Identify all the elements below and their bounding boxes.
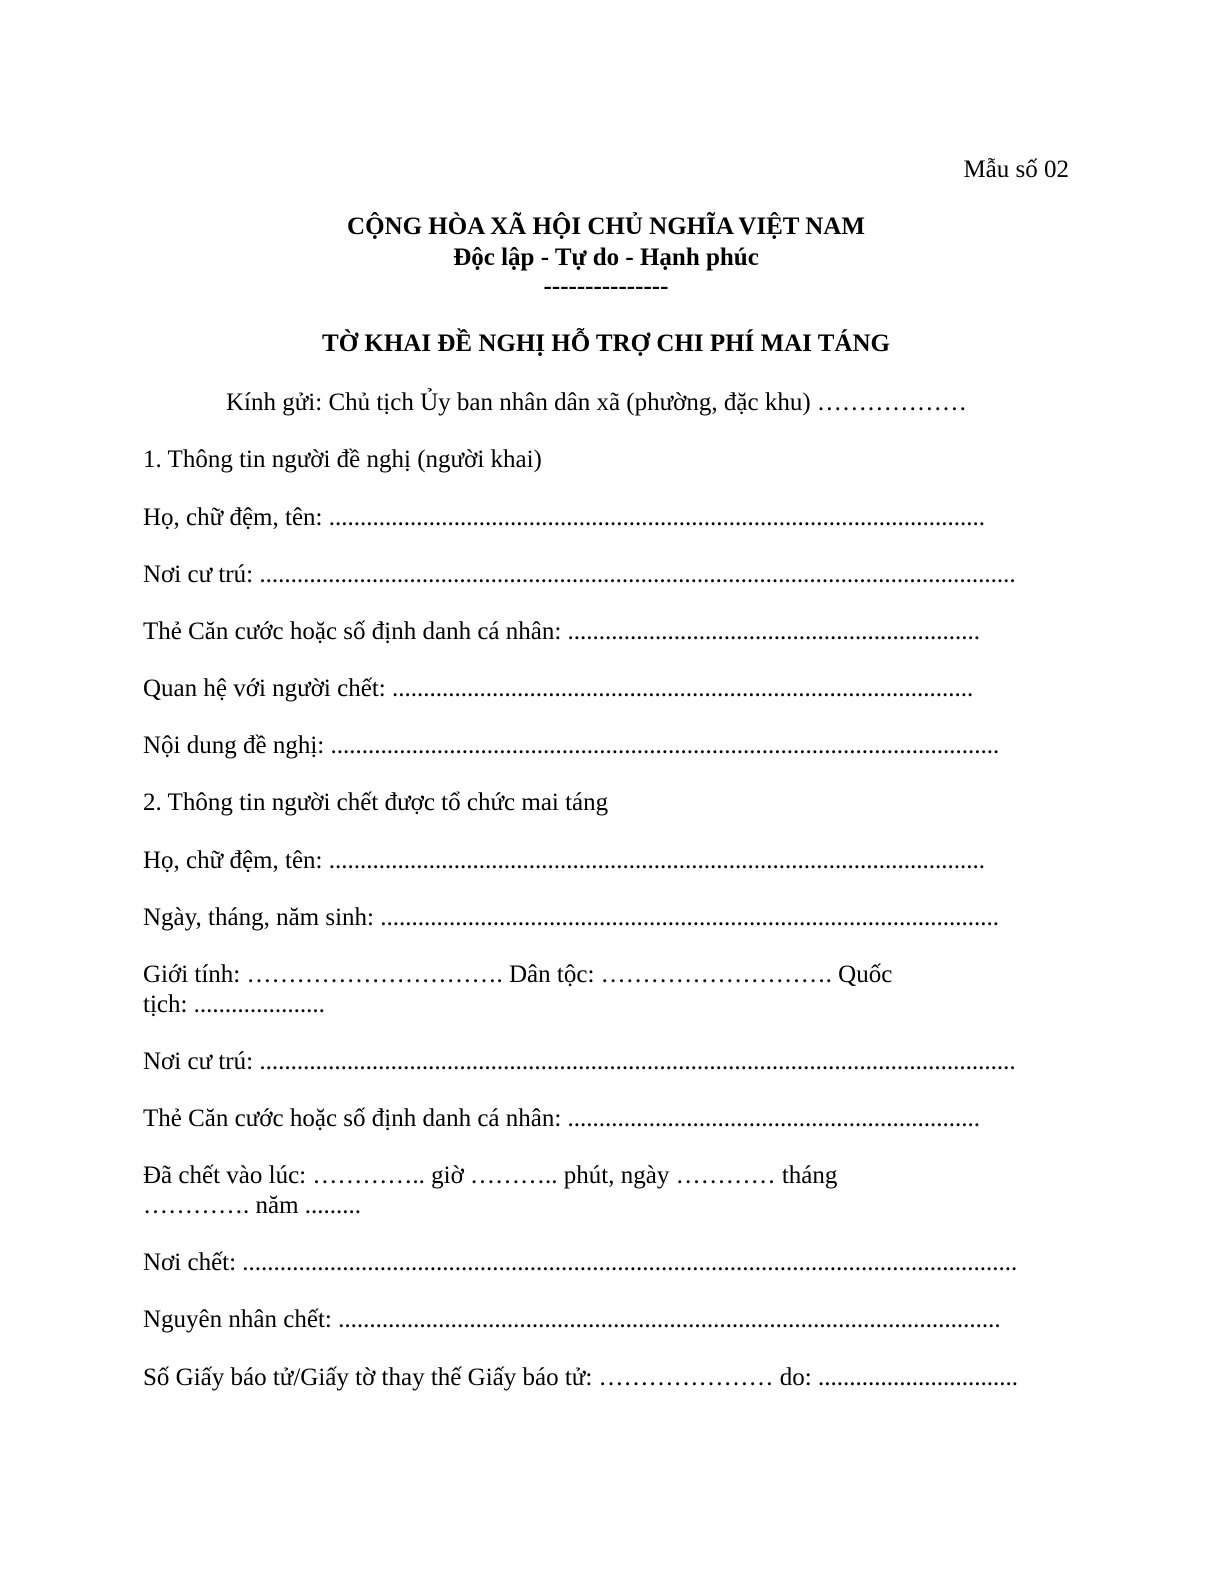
motto: Độc lập - Tự do - Hạnh phúc [453,244,759,271]
document-title: TỜ KHAI ĐỀ NGHỊ HỖ TRỢ CHI PHÍ MAI TÁNG [322,330,890,357]
deceased-residence-field: Nơi cư trú: ......................................................................................................................... [143,1048,1016,1075]
death-cause-field: Nguyên nhân chết: .......................................................................................................... [143,1306,1001,1333]
applicant-relationship-field: Quan hệ với người chết: ............................................................................................. [143,675,974,702]
section1-heading: 1. Thông tin người đề nghị (người khai) [143,446,542,473]
section2-heading: 2. Thông tin người chết được tổ chức mai táng [143,789,609,816]
applicant-residence-field: Nơi cư trú: ......................................................................................................................... [143,561,1016,588]
death-place-field: Nơi chết: ............................................................................................................................ [143,1249,1018,1276]
death-time-field: Đã chết vào lúc: ………….. giờ ……….. phút, ngày ………… tháng …………. năm ......... [143,1162,838,1219]
nation-heading: CỘNG HÒA XÃ HỘI CHỦ NGHĨA VIỆT NAM [347,213,865,240]
deceased-gender-ethnicity-nationality-field: Giới tính: …………………………. Dân tộc: ………………………. Quốc tịch: ..................... [143,961,893,1018]
deceased-id-field: Thẻ Căn cước hoặc số định danh cá nhân: .................................................................. [143,1105,981,1132]
applicant-request-field: Nội dung đề nghị: ........................................................................................................... [143,732,1000,759]
header-divider: --------------- [543,273,669,300]
form-number: Mẫu số 02 [963,156,1069,183]
addressee: Kính gửi: Chủ tịch Ủy ban nhân dân xã (phường, đặc khu) ……………… [226,389,967,416]
death-certificate-field: Số Giấy báo tử/Giấy tờ thay thế Giấy báo tử: ………………… do: ................................ [143,1364,1018,1391]
applicant-id-field: Thẻ Căn cước hoặc số định danh cá nhân: .................................................................. [143,618,981,645]
deceased-birthdate-field: Ngày, tháng, năm sinh: ................................................................................................... [143,904,999,931]
deceased-name-field: Họ, chữ đệm, tên: ......................................................................................................... [143,847,985,874]
applicant-name-field: Họ, chữ đệm, tên: ......................................................................................................... [143,504,985,531]
